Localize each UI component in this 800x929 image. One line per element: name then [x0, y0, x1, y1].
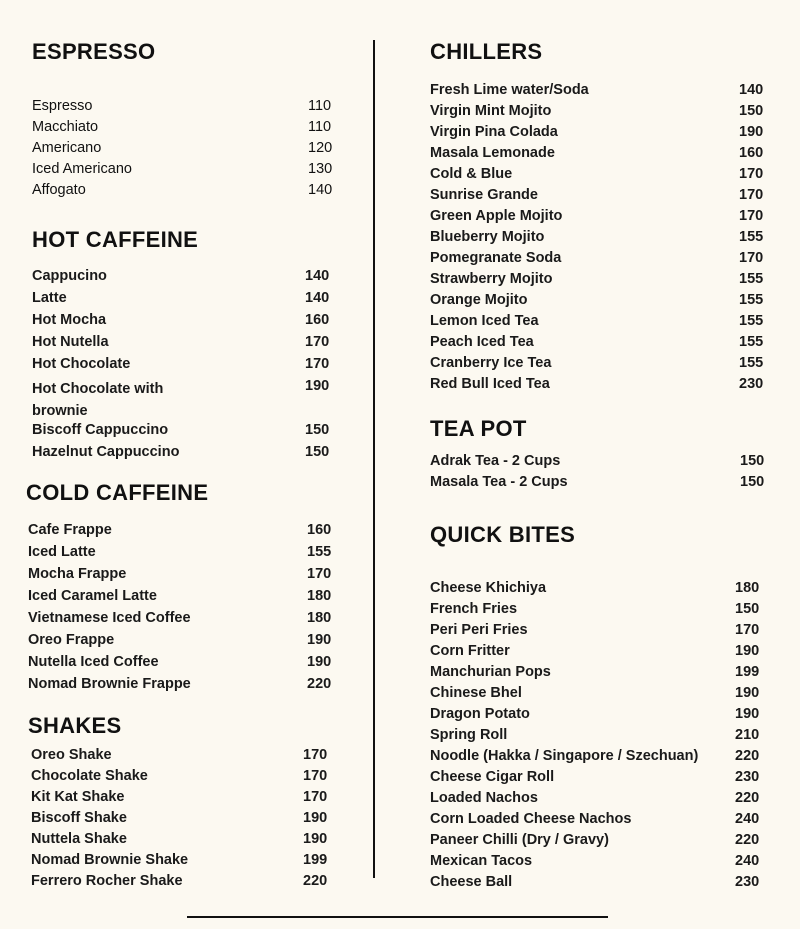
section-title: QUICK BITES	[430, 522, 576, 547]
menu-item-price: 190	[303, 831, 328, 847]
menu-item-price: 140	[305, 290, 330, 306]
column-divider	[373, 40, 375, 878]
section-title: ESPRESSO	[32, 39, 156, 64]
section-title: TEA POT	[430, 416, 527, 441]
menu-item-price: 155	[739, 334, 764, 350]
menu-item-name: Paneer Chilli (Dry / Gravy)	[430, 832, 609, 848]
menu-item-name: Nomad Brownie Frappe	[28, 676, 191, 692]
menu-item-name: Fresh Lime water/Soda	[430, 82, 589, 98]
menu-item-name: Green Apple Mojito	[430, 208, 563, 224]
menu-item-name: Cappucino	[32, 268, 107, 284]
menu-item-price: 155	[739, 229, 764, 245]
menu-item-price: 190	[307, 654, 332, 670]
section-title: SHAKES	[28, 713, 122, 738]
menu-item-price: 150	[305, 444, 330, 460]
menu-item-name: Hot Nutella	[32, 334, 109, 350]
menu-item-name: Dragon Potato	[430, 706, 530, 722]
menu-item-price: 190	[303, 810, 328, 826]
menu-item-name: Spring Roll	[430, 727, 508, 743]
menu-item-price: 155	[307, 544, 332, 560]
menu-item-price: 170	[735, 622, 760, 638]
menu-item-name: Vietnamese Iced Coffee	[28, 610, 191, 626]
section-shakes	[28, 713, 342, 889]
menu-item-name: Lemon Iced Tea	[430, 313, 539, 329]
menu-item-price: 230	[739, 376, 764, 392]
menu-item-name: Oreo Shake	[31, 747, 112, 763]
menu-item-price: 160	[739, 145, 764, 161]
menu-item-price: 190	[305, 378, 330, 394]
menu-item-name: Loaded Nachos	[430, 790, 538, 806]
menu-item-name: Cheese Khichiya	[430, 580, 547, 596]
menu-item-name: Oreo Frappe	[28, 632, 115, 648]
menu-item-price: 170	[739, 250, 764, 266]
menu-item-price: 180	[307, 610, 332, 626]
menu-item-name: Nuttela Shake	[31, 831, 127, 847]
menu-item-price: 155	[739, 271, 764, 287]
menu-item-name: Pomegranate Soda	[430, 250, 562, 266]
menu-item-name: Adrak Tea - 2 Cups	[430, 453, 561, 469]
menu-item-name: Mexican Tacos	[430, 853, 533, 869]
menu-item-price: 230	[735, 874, 760, 890]
menu-item-name: Corn Loaded Cheese Nachos	[430, 811, 632, 827]
menu-item-name: Peach Iced Tea	[430, 334, 534, 350]
menu-item-price: 170	[303, 768, 328, 784]
menu-item-price: 155	[739, 292, 764, 308]
section-title: COLD CAFFEINE	[26, 480, 209, 505]
section-quick-bites	[430, 522, 775, 890]
menu-item-name: Iced Americano	[32, 161, 132, 177]
menu-item-name: Mocha Frappe	[28, 566, 127, 582]
menu-item-name: Virgin Pina Colada	[430, 124, 558, 140]
menu-item-price: 180	[307, 588, 332, 604]
menu-item-name: Iced Latte	[28, 544, 96, 560]
menu-item-price: 170	[303, 747, 328, 763]
menu-item-name: Nomad Brownie Shake	[31, 852, 189, 868]
menu-item-name: Cranberry Ice Tea	[430, 355, 552, 371]
menu-item-price: 170	[739, 187, 764, 203]
menu-item-price: 190	[735, 643, 760, 659]
section-espresso	[32, 39, 342, 198]
menu-item-name: Peri Peri Fries	[430, 622, 528, 638]
menu-item-price: 140	[308, 182, 333, 198]
menu-item-name: Macchiato	[32, 119, 99, 135]
menu-item-price: 140	[739, 82, 764, 98]
menu-item-name: Affogato	[32, 182, 86, 198]
section-hot-caffeine	[32, 227, 342, 460]
menu-item-price: 199	[303, 852, 328, 868]
section-title: CHILLERS	[430, 39, 543, 64]
menu-item-name: Manchurian Pops	[430, 664, 551, 680]
menu-item-price: 150	[739, 103, 764, 119]
menu-item-price: 170	[303, 789, 328, 805]
menu-item-price: 170	[739, 208, 764, 224]
menu-item-name: Sunrise Grande	[430, 187, 538, 203]
menu-item-price: 140	[305, 268, 330, 284]
menu-item-name: French Fries	[430, 601, 518, 617]
menu-item-name: Hot Chocolate	[32, 356, 131, 372]
menu-item-name: Cafe Frappe	[28, 522, 112, 538]
menu-item-price: 240	[735, 811, 760, 827]
menu-item-price: 240	[735, 853, 760, 869]
menu-item-price: 220	[303, 873, 328, 889]
menu-item-name: Hazelnut Cappuccino	[32, 444, 180, 460]
menu-item-name: Espresso	[32, 98, 93, 114]
menu-item-price: 199	[735, 664, 760, 680]
menu-item-name: Virgin Mint Mojito	[430, 103, 552, 119]
menu-item-name: Orange Mojito	[430, 292, 528, 308]
menu-item-price: 155	[739, 313, 764, 329]
section-tea-pot	[430, 416, 775, 490]
menu-item-price: 110	[308, 119, 332, 135]
menu-item-name: Noodle (Hakka / Singapore / Szechuan)	[430, 748, 699, 764]
menu-item-name: Masala Lemonade	[430, 145, 555, 161]
menu-item-name: Masala Tea - 2 Cups	[430, 474, 568, 490]
menu-item-name: Corn Fritter	[430, 643, 510, 659]
section-cold-caffeine	[26, 480, 342, 692]
menu-item-price: 150	[740, 474, 765, 490]
menu-item-name: Chocolate Shake	[31, 768, 148, 784]
menu-item-name: Hot Mocha	[32, 312, 107, 328]
menu-item-price: 230	[735, 769, 760, 785]
section-chillers	[430, 39, 775, 392]
menu-item-name: Iced Caramel Latte	[28, 588, 157, 604]
menu-item-name: Blueberry Mojito	[430, 229, 545, 245]
menu-item-price: 210	[735, 727, 760, 743]
menu-item-name: Latte	[32, 290, 67, 306]
menu-item-name: Nutella Iced Coffee	[28, 654, 159, 670]
menu-item-name: Ferrero Rocher Shake	[31, 873, 183, 889]
menu-item-price: 170	[305, 356, 330, 372]
menu-item-price: 150	[740, 453, 765, 469]
menu-item-price: 150	[305, 422, 330, 438]
menu-item-price: 190	[739, 124, 764, 140]
menu-item-price: 170	[307, 566, 332, 582]
menu-item-price: 150	[735, 601, 760, 617]
menu-item-name: Cold & Blue	[430, 166, 513, 182]
menu-item-price: 130	[308, 161, 333, 177]
menu-item-price: 120	[308, 140, 333, 156]
menu-item-price: 220	[735, 790, 760, 806]
menu-item-price: 190	[735, 685, 760, 701]
menu-item-price: 220	[735, 832, 760, 848]
menu-item-price: 160	[305, 312, 330, 328]
menu-item-price: 155	[739, 355, 764, 371]
menu-item-price: 190	[735, 706, 760, 722]
menu-item-price: 170	[305, 334, 330, 350]
bottom-rule	[187, 916, 608, 918]
menu-item-name: Chinese Bhel	[430, 685, 522, 701]
menu-item-price: 160	[307, 522, 332, 538]
menu-item-name: Cheese Cigar Roll	[430, 769, 555, 785]
menu-item-name: Kit Kat Shake	[31, 789, 125, 805]
menu-item-name: Americano	[32, 140, 102, 156]
section-title: HOT CAFFEINE	[32, 227, 199, 252]
menu-item-name: Biscoff Shake	[31, 810, 127, 826]
menu-item-price: 170	[739, 166, 764, 182]
menu-item-name: Strawberry Mojito	[430, 271, 553, 287]
menu-item-price: 220	[735, 748, 760, 764]
menu-item-price: 180	[735, 580, 760, 596]
menu-item-price: 110	[308, 98, 332, 114]
menu-item-name: Red Bull Iced Tea	[430, 376, 550, 392]
menu-item-name: Hot Chocolate with brownie	[32, 381, 164, 419]
menu-item-price: 220	[307, 676, 332, 692]
menu-item-name: Biscoff Cappuccino	[32, 422, 169, 438]
menu-item-name: Cheese Ball	[430, 874, 513, 890]
menu-item-price: 190	[307, 632, 332, 648]
